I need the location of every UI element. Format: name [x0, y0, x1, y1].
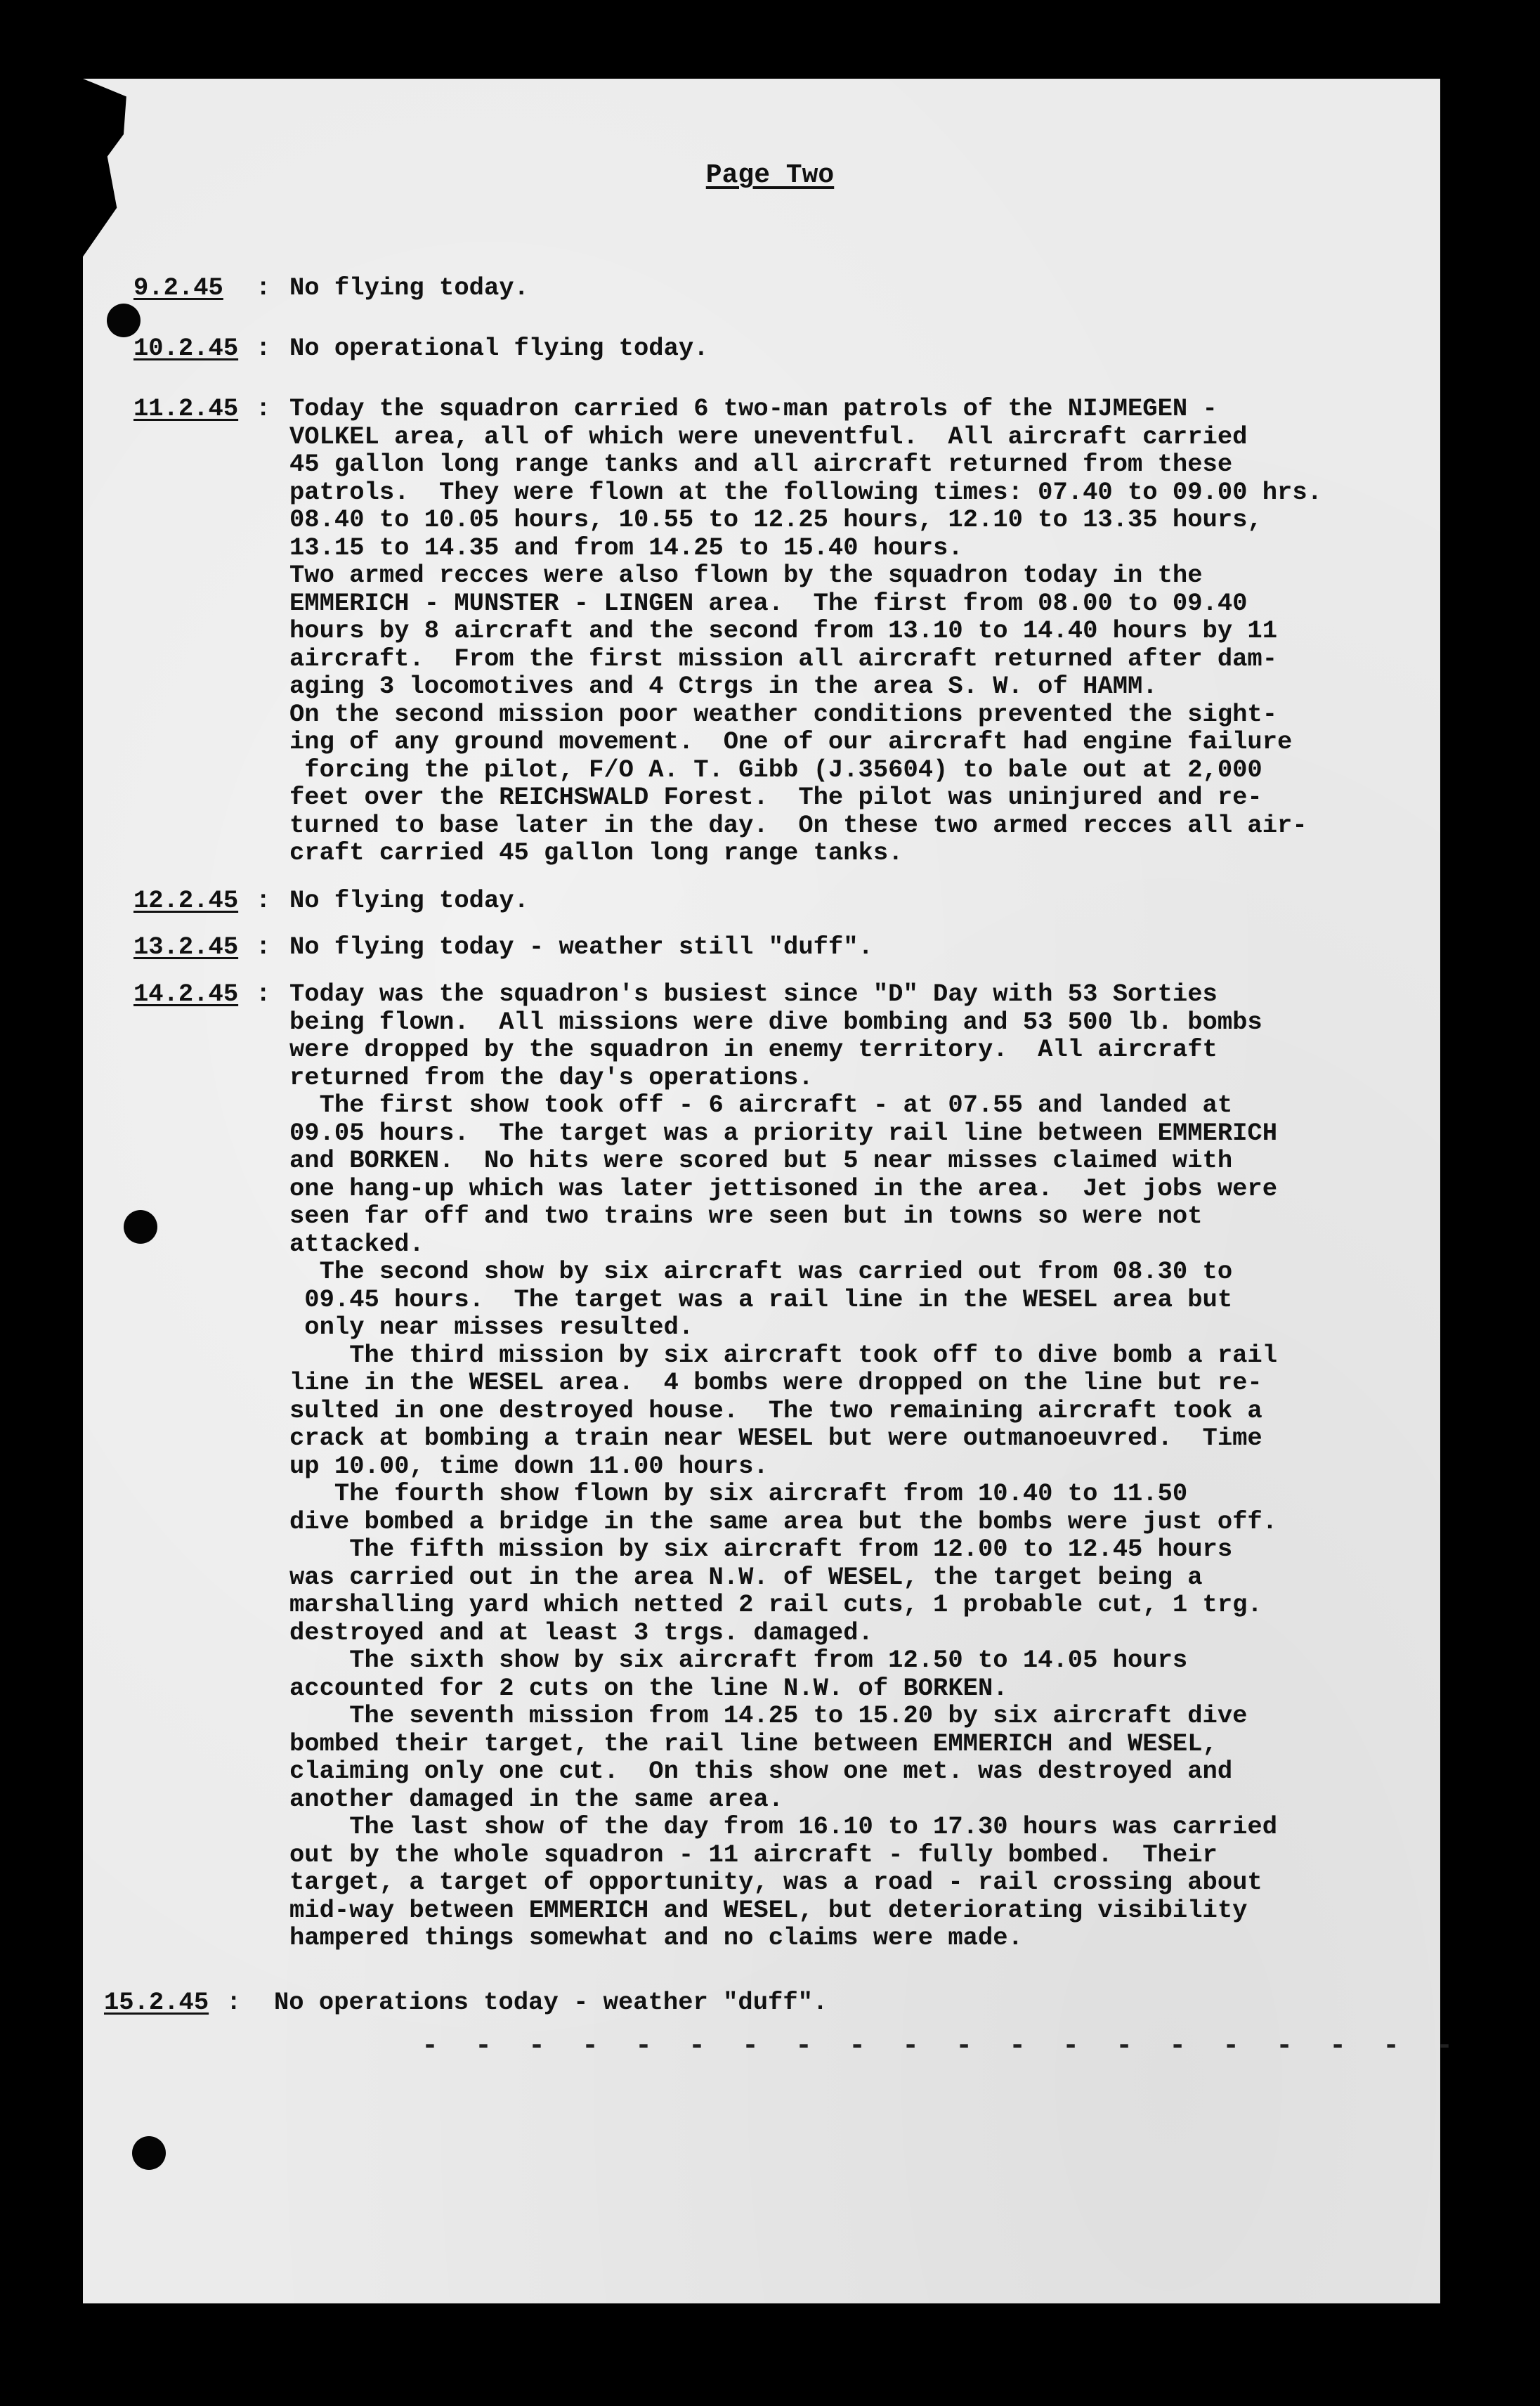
entry-line: being flown. All missions were dive bombing and 53 500 lb. bombs [289, 1007, 1262, 1036]
entry-line: another damaged in the same area. [289, 1784, 784, 1814]
entry-body [289, 933, 1540, 961]
entry-line: and BORKEN. No hits were scored but 5 near misses claimed with [289, 1146, 1233, 1175]
entry-line: feet over the REICHSWALD Forest. The pilot was uninjured and re- [289, 783, 1262, 812]
entry-line: No flying today. [289, 886, 529, 915]
entry-line: turned to base later in the day. On these two armed recces all air- [289, 810, 1307, 840]
entry-line: mid-way between EMMERICH and WESEL, but deteriorating visibility [289, 1895, 1248, 1925]
end-rule: - - - - - - - - - - - - - - - - - - - - [422, 2031, 1463, 2062]
entry-date: 9.2.45 [133, 273, 223, 302]
entry-line: up 10.00, time down 11.00 hours. [289, 1451, 769, 1481]
entry-line: No operational flying today. [289, 334, 709, 363]
entry-line: On the second mission poor weather conditions prevented the sight- [289, 699, 1278, 729]
entry-line: hampered things somewhat and no claims were made. [289, 1923, 1023, 1952]
entry-line: accounted for 2 cuts on the line N.W. of BORKEN. [289, 1673, 1008, 1703]
entry-line: 09.05 hours. The target was a priority rail line between EMMERICH [289, 1118, 1278, 1147]
entry-line: Today was the squadron's busiest since "D" Day with 53 Sorties [289, 980, 1218, 1008]
entry-body [289, 274, 1540, 302]
entry-line: one hang-up which was later jettisoned in the area. Jet jobs were [289, 1173, 1278, 1203]
entry-line: No flying today - weather still "duff". [289, 932, 873, 961]
entry-date: 14.2.45 [133, 980, 239, 1008]
entry-line: line in the WESEL area. 4 bombs were dropped on the line but re- [289, 1368, 1262, 1397]
document-scan: Page Two 9.2.45 : No flying today. 10.2.45 : No operational flying today. 11.2.45 : Today the squadron carried 6 two-man patrols of the NIJMEGEN - VOLKEL area, all of which were uneventful. All aircraft carried 45 gallon long range tanks and all aircraft returned from these patrols. They were flown at the following times: 07.40 to 09.00 hrs. 08.40 to 10.05 hours, 10.55 to 12.25 hours, 12.10 to 13.35 hours, 13.15 to 14.35 and from 14.25 to 15.40 hours. Two armed recces were also flown by the squadron today in the EMMERICH - MUNSTER - LINGEN area. The first from 08.00 to 09.40 hours by 8 aircraft and the second from 13.10 to 14.40 hours by 11 aircraft. From the first mission all aircraft returned after dam- aging 3 locomotives and 4 Ctrgs in the area S. W. of HAMM. On the second mission poor weather conditions prevented the sight- ing of any ground movement. One of our aircraft had engine failure forcing the pilot, F/O A. T. Gibb (J.35604) to bale out at 2,000 feet over the REICHSWALD Forest. The pilot was uninjured and re- turned to base later in the day. On these two armed recces all air- craft carried 45 gallon long range tanks. 12.2.45 : No flying today. 13.2.45 : No flying today - weather still "duff". 14.2.45 : Today was the squadron's busiest since "D" Day with 53 Sorties being flown. All missions were dive bombing and 53 500 lb. bombs were dropped by the squadron in enemy territory. All aircraft returned from the day's operations. The first show took off - 6 aircraft - at 07.55 and landed at 09.05 hours. The target was a priority rail line between EMMERICH and BORKEN. No hits were scored but 5 near misses claimed with one hang-up which was later jettisoned in the area. Jet jobs were seen far off and two trains wre seen but in towns so were not attacked. The second show by six aircraft was carried out from 08.30 to 09.45 hours. The target was a rail line in the WESEL area but only near misses resulted. The third mission by six aircraft took off to dive bomb a rail line in the WESEL area. 4 bombs were dropped on the line but re- sulted in one destroyed house. The two remaining aircraft took a crack at bombing a train near WESEL but were outmanoeuvred. Time up 10.00, time down 11.00 hours. The fourth show flown by six aircraft from 10.40 to 11.50 dive bombed a bridge in the same area but the bombs were just off. The fifth mission by six aircraft from 12.00 to 12.45 hours was carried out in the area N.W. of WESEL, the target being a marshalling yard which netted 2 rail cuts, 1 probable cut, 1 trg. destroyed and at least 3 trgs. damaged. The sixth show by six aircraft from 12.50 to 14.05 hours accounted for 2 cuts on the line N.W. of BORKEN. The seventh mission from 14.25 to 15.20 by six aircraft dive bombed their target, the rail line between EMMERICH and WESEL, claiming only one cut. On this show one met. was destroyed and another damaged in the same area. The last show of the day from 16.10 to 17.30 hours was carried out by the whole squadron - 11 aircraft - fully bombed. Their target, a target of opportunity, was a road - rail crossing about mid-way between EMMERICH and WESEL, but deteriorating visibility hampered things somewhat and no claims were made. 15.2.45 : No operations today - weather "duff". - - - - - - - - - - - - - - - - - - - - [0, 0, 1540, 2406]
punch-hole-middle [124, 1210, 157, 1244]
entry-date: 11.2.45 [133, 394, 239, 423]
entry-body [274, 1989, 1540, 2017]
entry-line: aircraft. From the first mission all aircraft returned after dam- [289, 644, 1278, 673]
entry-body [289, 887, 1540, 915]
entry-line: patrols. They were flown at the following times: 07.40 to 09.00 hrs. [289, 477, 1322, 507]
entry-line: marshalling yard which netted 2 rail cuts, 1 probable cut, 1 trg. [289, 1590, 1262, 1619]
entry-line: seen far off and two trains wre seen but in towns so were not [289, 1202, 1203, 1230]
entry-line: Today the squadron carried 6 two-man patrols of the NIJMEGEN - [289, 394, 1218, 423]
entry-date: 13.2.45 [133, 932, 239, 961]
entry-line: was carried out in the area N.W. of WESEL, the target being a [289, 1562, 1203, 1592]
entry-line: returned from the day's operations. [289, 1062, 814, 1092]
entry-line: ing of any ground movement. One of our aircraft had engine failure [289, 727, 1293, 756]
entry-line: The fourth show flown by six aircraft from 10.40 to 11.50 [289, 1479, 1188, 1508]
entry-line: sulted in one destroyed house. The two remaining aircraft took a [289, 1396, 1262, 1425]
entry-line: crack at bombing a train near WESEL but were outmanoeuvred. Time [289, 1424, 1262, 1452]
entry-line: No flying today. [289, 273, 529, 302]
entry-line: 45 gallon long range tanks and all aircraft returned from these [289, 450, 1233, 479]
entry-line: hours by 8 aircraft and the second from 13.10 to 14.40 hours by 11 [289, 616, 1278, 645]
punch-hole-bottom [132, 2136, 166, 2170]
entry-line: only near misses resulted. [289, 1313, 694, 1341]
entry-line: claiming only one cut. On this show one met. was destroyed and [289, 1757, 1233, 1786]
entry-line: The second show by six aircraft was carried out from 08.30 to [289, 1257, 1233, 1286]
entry-line: target, a target of opportunity, was a road - rail crossing about [289, 1868, 1262, 1897]
entry-line: aging 3 locomotives and 4 Ctrgs in the area S. W. of HAMM. [289, 672, 1158, 701]
entry-body [289, 980, 1540, 1952]
entry-line: No operations today - weather "duff". [274, 1988, 828, 2017]
entry-line: The last show of the day from 16.10 to 17.30 hours was carried [289, 1812, 1278, 1841]
entry-line: The third mission by six aircraft took off to dive bomb a rail [289, 1340, 1278, 1370]
entry-line: 08.40 to 10.05 hours, 10.55 to 12.25 hours, 12.10 to 13.35 hours, [289, 505, 1262, 534]
punch-hole-top [107, 304, 141, 337]
entry-line: The fifth mission by six aircraft from 12.00 to 12.45 hours [289, 1535, 1233, 1563]
entry-body [289, 395, 1540, 867]
entry-line: The sixth show by six aircraft from 12.50 to 14.05 hours [289, 1646, 1188, 1675]
entry-body [289, 334, 1540, 363]
page-title: Page Two [705, 160, 835, 190]
entry-line: The seventh mission from 14.25 to 15.20 by six aircraft dive [289, 1701, 1248, 1730]
entry-line: were dropped by the squadron in enemy territory. All aircraft [289, 1035, 1218, 1064]
entry-line: VOLKEL area, all of which were uneventful. All aircraft carried [289, 422, 1248, 451]
entry-date: 15.2.45 [104, 1988, 209, 2017]
entry-line: Two armed recces were also flown by the squadron today in the [289, 561, 1203, 590]
entry-line: craft carried 45 gallon long range tanks. [289, 838, 903, 867]
entry-line: 13.15 to 14.35 and from 14.25 to 15.40 hours. [289, 533, 963, 562]
entry-line: dive bombed a bridge in the same area but the bombs were just off. [289, 1507, 1278, 1536]
entry-date: 12.2.45 [133, 886, 239, 915]
entry-line: 09.45 hours. The target was a rail line in the WESEL area but [289, 1285, 1233, 1314]
entry-line: out by the whole squadron - 11 aircraft - fully bombed. Their [289, 1840, 1218, 1869]
entry-line: EMMERICH - MUNSTER - LINGEN area. The first from 08.00 to 09.40 [289, 588, 1248, 618]
entry-line: The first show took off - 6 aircraft - at 07.55 and landed at [289, 1091, 1233, 1119]
entry-line: attacked. [289, 1229, 424, 1259]
entry-line: bombed their target, the rail line between EMMERICH and WESEL, [289, 1729, 1218, 1758]
entry-date: 10.2.45 [133, 334, 239, 363]
entry-line: forcing the pilot, F/O A. T. Gibb (J.35604) to bale out at 2,000 [289, 755, 1262, 784]
entry-line: destroyed and at least 3 trgs. damaged. [289, 1618, 873, 1647]
